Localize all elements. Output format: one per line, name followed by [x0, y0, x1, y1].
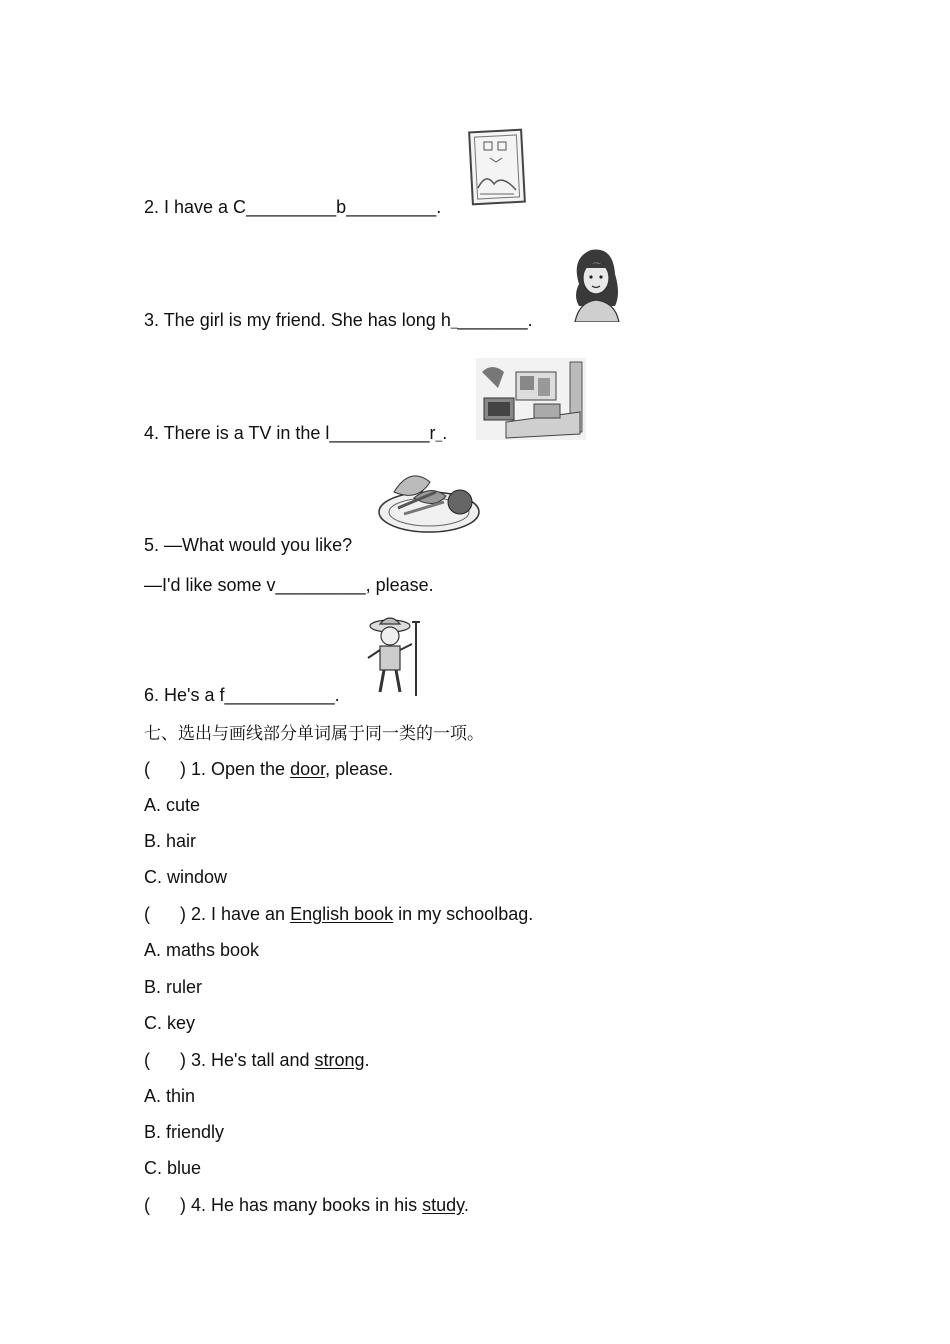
answer-blank[interactable]: _______	[457, 310, 528, 330]
underlined-word: study	[422, 1195, 464, 1215]
s7-question-1	[144, 758, 393, 780]
question-text: 2. I have an	[186, 904, 291, 924]
question-text: in my schoolbag.	[393, 904, 534, 924]
answer-blank[interactable]: _	[450, 315, 458, 329]
question-text: .	[364, 1050, 370, 1070]
question-6	[144, 684, 340, 706]
punctuation: .	[527, 310, 533, 330]
s7-question-3	[144, 1049, 370, 1071]
vegetables-plate-icon	[374, 462, 484, 540]
question-4	[144, 422, 447, 446]
answer-blank[interactable]: __________	[329, 423, 430, 443]
underlined-word: door	[290, 759, 326, 779]
question-text: 3. He's tall and	[186, 1050, 315, 1070]
question-5-line-1	[144, 534, 352, 556]
question-4-letter: r	[429, 423, 436, 443]
section-7-heading: 七、选出与画线部分单词属于同一类的一项。	[144, 724, 484, 744]
question-2-text: 2. I have a C	[144, 197, 247, 217]
question-3	[144, 309, 533, 333]
option[interactable]: B. ruler	[144, 977, 203, 997]
answer-paren[interactable]: ( )	[144, 759, 186, 779]
question-5-line-2	[144, 574, 434, 596]
option[interactable]: C. window	[144, 867, 228, 887]
option[interactable]: C. blue	[144, 1158, 202, 1178]
question-5-end: , please.	[365, 575, 434, 595]
answer-blank[interactable]: ___________	[224, 685, 335, 705]
question-5-answer-text: —I'd like some v	[144, 575, 276, 595]
punctuation: .	[334, 685, 340, 705]
question-2-letter: b	[336, 197, 347, 217]
option[interactable]: C. key	[144, 1013, 196, 1033]
option[interactable]: A. thin	[144, 1086, 196, 1106]
question-text: 1. Open the	[186, 759, 291, 779]
option[interactable]: B. hair	[144, 831, 197, 851]
underlined-word: English book	[290, 904, 394, 924]
punctuation: .	[436, 197, 442, 217]
question-text: , please.	[325, 759, 394, 779]
chinese-book-icon	[468, 128, 526, 206]
question-6-text: 6. He's a f	[144, 685, 225, 705]
answer-blank[interactable]: _	[435, 428, 443, 442]
question-4-text: 4. There is a TV in the l	[144, 423, 330, 443]
option[interactable]: B. friendly	[144, 1122, 225, 1142]
s7-question-4	[144, 1194, 469, 1216]
answer-paren[interactable]: ( )	[144, 904, 186, 924]
question-text: .	[463, 1195, 469, 1215]
answer-paren[interactable]: ( )	[144, 1050, 186, 1070]
answer-blank[interactable]: _________	[346, 197, 437, 217]
underlined-word: strong	[314, 1050, 365, 1070]
question-text: 4. He has many books in his	[186, 1195, 423, 1215]
girl-long-hair-icon	[565, 244, 627, 322]
answer-blank[interactable]: _________	[275, 575, 366, 595]
living-room-icon	[476, 358, 586, 440]
answer-blank[interactable]: _________	[246, 197, 337, 217]
question-2	[144, 196, 441, 218]
punctuation: .	[442, 423, 448, 443]
question-5-text: 5. —What would you like?	[144, 535, 353, 555]
question-3-text: 3. The girl is my friend. She has long h	[144, 310, 451, 330]
option[interactable]: A. maths book	[144, 940, 260, 960]
farmer-icon	[362, 612, 428, 698]
answer-paren[interactable]: ( )	[144, 1195, 186, 1215]
option[interactable]: A. cute	[144, 795, 201, 815]
s7-question-2	[144, 903, 533, 925]
